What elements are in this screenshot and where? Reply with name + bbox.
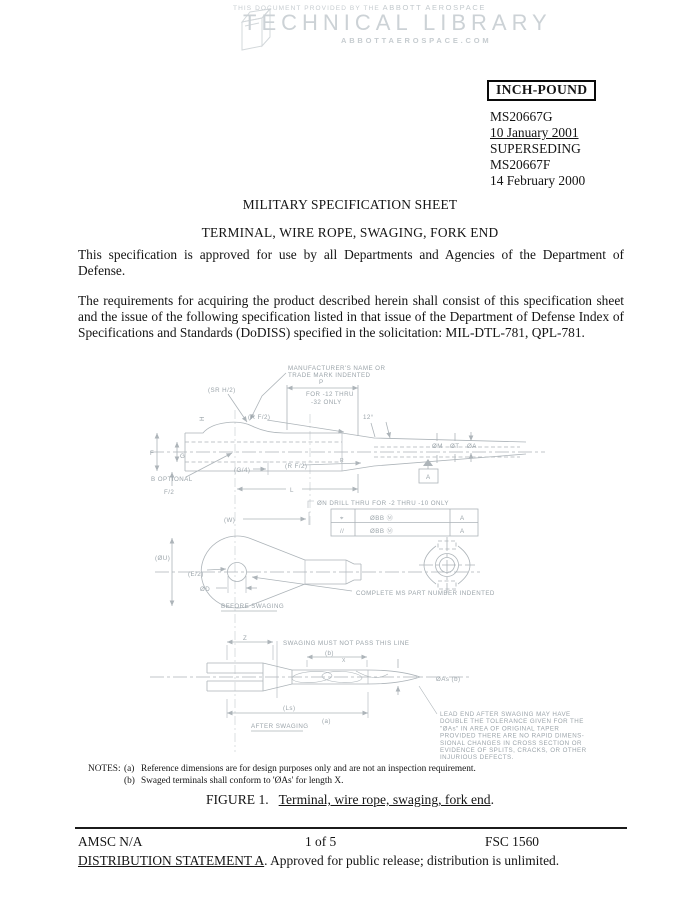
inch-pound-stamp: INCH-POUND (487, 80, 596, 101)
doc-number: MS20667G (490, 109, 553, 124)
revision-block (490, 109, 585, 189)
lead-end-note-line5: SIONAL CHANGES IN CROSS SECTION OR (440, 739, 582, 747)
p-note-line2: -32 ONLY (311, 399, 342, 406)
lead-end-note-line4: PROVIDED THERE ARE NO RAPID DIMENS- (440, 732, 585, 740)
fcf-parallel-symbol: // (340, 528, 345, 535)
dim-du-label: (ØU) (155, 555, 171, 562)
figure-caption-title: Terminal, wire rope, swaging, fork end (278, 792, 491, 807)
note-a-ref: (a) (322, 718, 331, 725)
dim-w-label: (W) (224, 517, 236, 524)
logo-provided-by-text: THIS DOCUMENT PROVIDED BY THE (233, 5, 380, 12)
logo-url: ABBOTTAEROSPACE.COM (341, 36, 492, 45)
fcf-position-tolerance: ØBB Ⓜ (370, 515, 394, 522)
footer-page-number: 1 of 5 (305, 834, 337, 849)
footer-fsc: FSC 1560 (485, 834, 539, 849)
note-b-ref: (b) (325, 650, 334, 657)
manufacturer-note-line2: TRADE MARK INDENTED (288, 372, 371, 379)
datum-a-label: A (426, 474, 431, 481)
previous-doc-date: 14 February 2000 (490, 173, 586, 188)
logo-brand-text: ABBOTT AEROSPACE (382, 3, 486, 12)
figure1-technical-drawing (0, 362, 700, 762)
spec-sheet-heading: MILITARY SPECIFICATION SHEET (242, 197, 458, 212)
swage-limit-note: SWAGING MUST NOT PASS THIS LINE (283, 640, 410, 647)
footer-amsc: AMSC N/A (78, 834, 143, 849)
r-radius-bottom-label: (R F/2) (285, 463, 308, 470)
r-fillet-label: R (340, 458, 344, 464)
figure-caption-period: . (490, 792, 495, 807)
dim-p-label: P (319, 379, 324, 386)
note-a-ref: (a) (124, 764, 135, 774)
spec-subject-heading: TERMINAL, WIRE ROPE, SWAGING, FORK END (201, 225, 499, 240)
dim-x-label: X (342, 658, 346, 664)
lead-end-note-line6: EVIDENCE OF SPLITS, CRACKS, OR OTHER (440, 747, 587, 754)
distribution-statement (78, 853, 559, 869)
dim-h-label: H (199, 416, 206, 421)
b-optional-label: B OPTIONAL (151, 476, 193, 483)
dim-f-label: F (150, 450, 155, 457)
requirements-paragraph: The requirements for acquiring the product described herein shall consist of this specification sheet and the issue of the following specification listed in that issue of the Department of Defense Index of Specifications and Standards (DoDISS) specified in the solicitation: MIL-DTL-781, QPL-781. (78, 293, 624, 340)
note-a-text: Reference dimensions are for design purposes only and are not an inspection requirement. (141, 764, 476, 774)
note-b-ref: (b) (124, 776, 135, 786)
approval-paragraph: This specification is approved for use by all Departments and Agencies of the Department of Defense. (78, 247, 624, 278)
lead-end-note-line1: LEAD END AFTER SWAGING MAY HAVE (440, 711, 571, 718)
fcf-position-datum: A (460, 515, 465, 522)
fcf-position-symbol: ⌖ (340, 515, 344, 522)
fcf-parallel-tolerance: ØBB Ⓜ (370, 528, 394, 535)
p-note-line1: FOR -12 THRU (306, 391, 354, 398)
dim-g-label: G (180, 453, 186, 460)
part-number-note: COMPLETE MS PART NUMBER INDENTED (356, 590, 495, 597)
note-item-b (124, 776, 343, 786)
drill-note: ØN DRILL THRU FOR -2 THRU -10 ONLY (317, 500, 449, 507)
dia-a-label: ØA (467, 443, 477, 450)
note-b-text: Swaged terminals shall conform to 'ØAs' for length X. (141, 776, 344, 786)
lead-end-note-line2: DOUBLE THE TOLERANCE GIVEN FOR THE (440, 718, 584, 726)
taper-angle-label: 12° (363, 414, 374, 421)
dim-dd-label: ØD (200, 586, 211, 593)
footer-divider (75, 827, 627, 829)
figure-caption-prefix: FIGURE 1. (205, 792, 269, 807)
drawing-linework (150, 373, 545, 752)
superseding-label: SUPERSEDING (490, 141, 581, 156)
before-swaging-label: BEFORE SWAGING (221, 603, 285, 610)
fcf-parallel-datum: A (460, 528, 465, 535)
lead-end-note-line3: "ØAs" IN AREA OF ORIGINAL TAPER (440, 725, 560, 733)
g-quarter-label: (G/4) (234, 467, 251, 474)
notes-label: NOTES: (88, 764, 121, 774)
lead-end-note-line7: INJURIOUS DEFECTS. (440, 754, 514, 762)
dia-t-label: ØT (450, 443, 460, 450)
r-radius-top-label: (R F/2) (248, 414, 271, 421)
sr-radius-label: (SR H/2) (208, 387, 236, 394)
logo-title: TECHNICAL LIBRARY (243, 10, 552, 35)
previous-doc-number: MS20667F (490, 157, 551, 172)
dim-e2-label: (E/2) (188, 571, 204, 578)
after-swaging-label: AFTER SWAGING (251, 723, 309, 730)
figure-caption (0, 792, 700, 808)
dia-as-label: ØAs (b) (436, 676, 461, 683)
manufacturer-note-line1: MANUFACTURER'S NAME OR (288, 365, 386, 372)
dim-l-label: L (290, 487, 294, 494)
dia-m-label: ØM (432, 443, 443, 450)
distribution-statement-text: . Approved for public release; distribution is unlimited. (264, 853, 560, 868)
dim-z-label: Z (243, 635, 248, 642)
dim-ls-label: (Ls) (283, 705, 296, 712)
doc-date: 10 January 2001 (490, 125, 579, 140)
note-item-a (124, 764, 476, 774)
distribution-statement-label: DISTRIBUTION STATEMENT A (78, 853, 265, 868)
dim-f2-label: F/2 (164, 489, 175, 496)
